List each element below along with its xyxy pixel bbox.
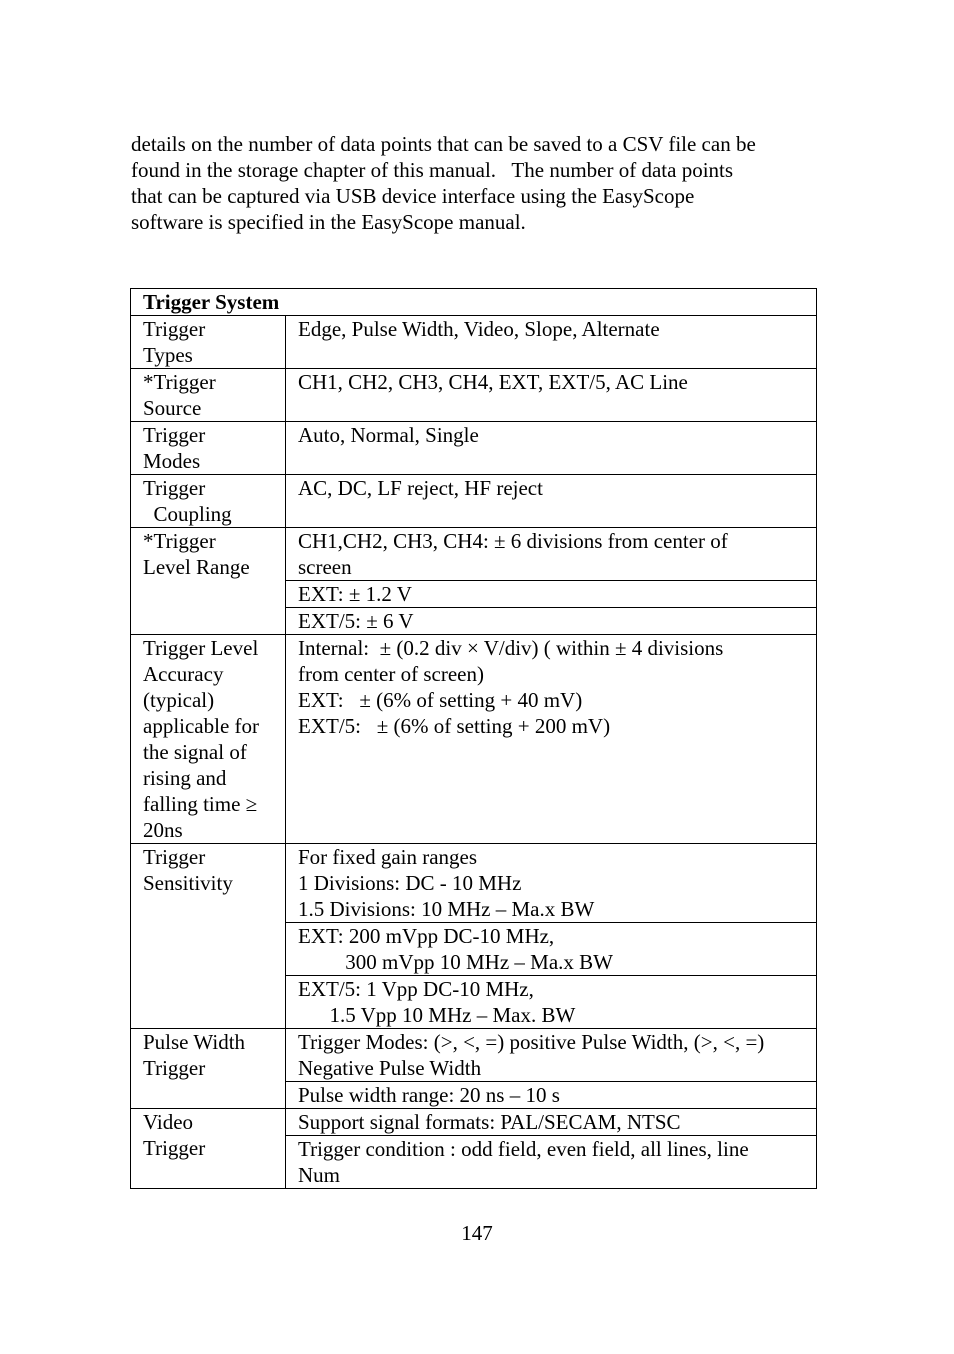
table-header-row <box>131 289 817 316</box>
row-value: Trigger Modes: (>, <, =) positive Pulse Width, (>, <, =) Negative Pulse Width <box>286 1029 817 1082</box>
table-row-video-trigger <box>131 1109 817 1136</box>
table-row-trigger-modes <box>131 422 817 475</box>
row-value: EXT: ± 1.2 V <box>286 581 817 608</box>
row-value: Support signal formats: PAL/SECAM, NTSC <box>286 1109 817 1136</box>
row-value: EXT: 200 mVpp DC-10 MHz, 300 mVpp 10 MHz – Ma.x BW <box>286 923 817 976</box>
row-label: *Trigger Source <box>131 369 286 422</box>
row-value: Auto, Normal, Single <box>286 422 817 475</box>
table-row-trigger-level-accuracy <box>131 635 817 844</box>
intro-line: that can be captured via USB device interface using the EasyScope <box>131 184 695 208</box>
row-value: Edge, Pulse Width, Video, Slope, Alternate <box>286 316 817 369</box>
intro-line: software is specified in the EasyScope manual. <box>131 210 526 234</box>
trigger-system-table <box>130 288 817 1189</box>
row-label: Pulse Width Trigger <box>131 1029 286 1109</box>
row-value: AC, DC, LF reject, HF reject <box>286 475 817 528</box>
row-label: Trigger Modes <box>131 422 286 475</box>
row-label: Trigger Coupling <box>131 475 286 528</box>
table-title: Trigger System <box>131 289 817 316</box>
row-value: For fixed gain ranges 1 Divisions: DC - 10 MHz 1.5 Divisions: 10 MHz – Ma.x BW <box>286 844 817 923</box>
row-label: Video Trigger <box>131 1109 286 1189</box>
row-value: EXT/5: 1 Vpp DC-10 MHz, 1.5 Vpp 10 MHz – Max. BW <box>286 976 817 1029</box>
row-label: *Trigger Level Range <box>131 528 286 635</box>
table-row-trigger-coupling <box>131 475 817 528</box>
intro-paragraph <box>131 131 821 235</box>
table-row-trigger-types <box>131 316 817 369</box>
row-label: Trigger Level Accuracy (typical) applicable for the signal of rising and falling time ≥ 20ns <box>131 635 286 844</box>
table-row-trigger-source <box>131 369 817 422</box>
table-row-trigger-level-range <box>131 528 817 581</box>
row-value: Pulse width range: 20 ns – 10 s <box>286 1082 817 1109</box>
row-label: Trigger Sensitivity <box>131 844 286 1029</box>
table-row-trigger-sensitivity <box>131 844 817 923</box>
intro-line: details on the number of data points that can be saved to a CSV file can be <box>131 132 756 156</box>
row-value: Internal: ± (0.2 div × V/div) ( within ± 4 divisions from center of screen) EXT: ± (6% of setting + 40 mV) EXT/5: ± (6% of setting + 200 mV) <box>286 635 817 844</box>
intro-line: found in the storage chapter of this manual. The number of data points <box>131 158 734 182</box>
table-row-pulse-width-trigger <box>131 1029 817 1082</box>
row-value: Trigger condition : odd field, even field, all lines, line Num <box>286 1136 817 1189</box>
row-value: CH1,CH2, CH3, CH4: ± 6 divisions from center of screen <box>286 528 817 581</box>
page-number: 147 <box>461 1221 493 1245</box>
row-value: EXT/5: ± 6 V <box>286 608 817 635</box>
row-value: CH1, CH2, CH3, CH4, EXT, EXT/5, AC Line <box>286 369 817 422</box>
row-label: Trigger Types <box>131 316 286 369</box>
